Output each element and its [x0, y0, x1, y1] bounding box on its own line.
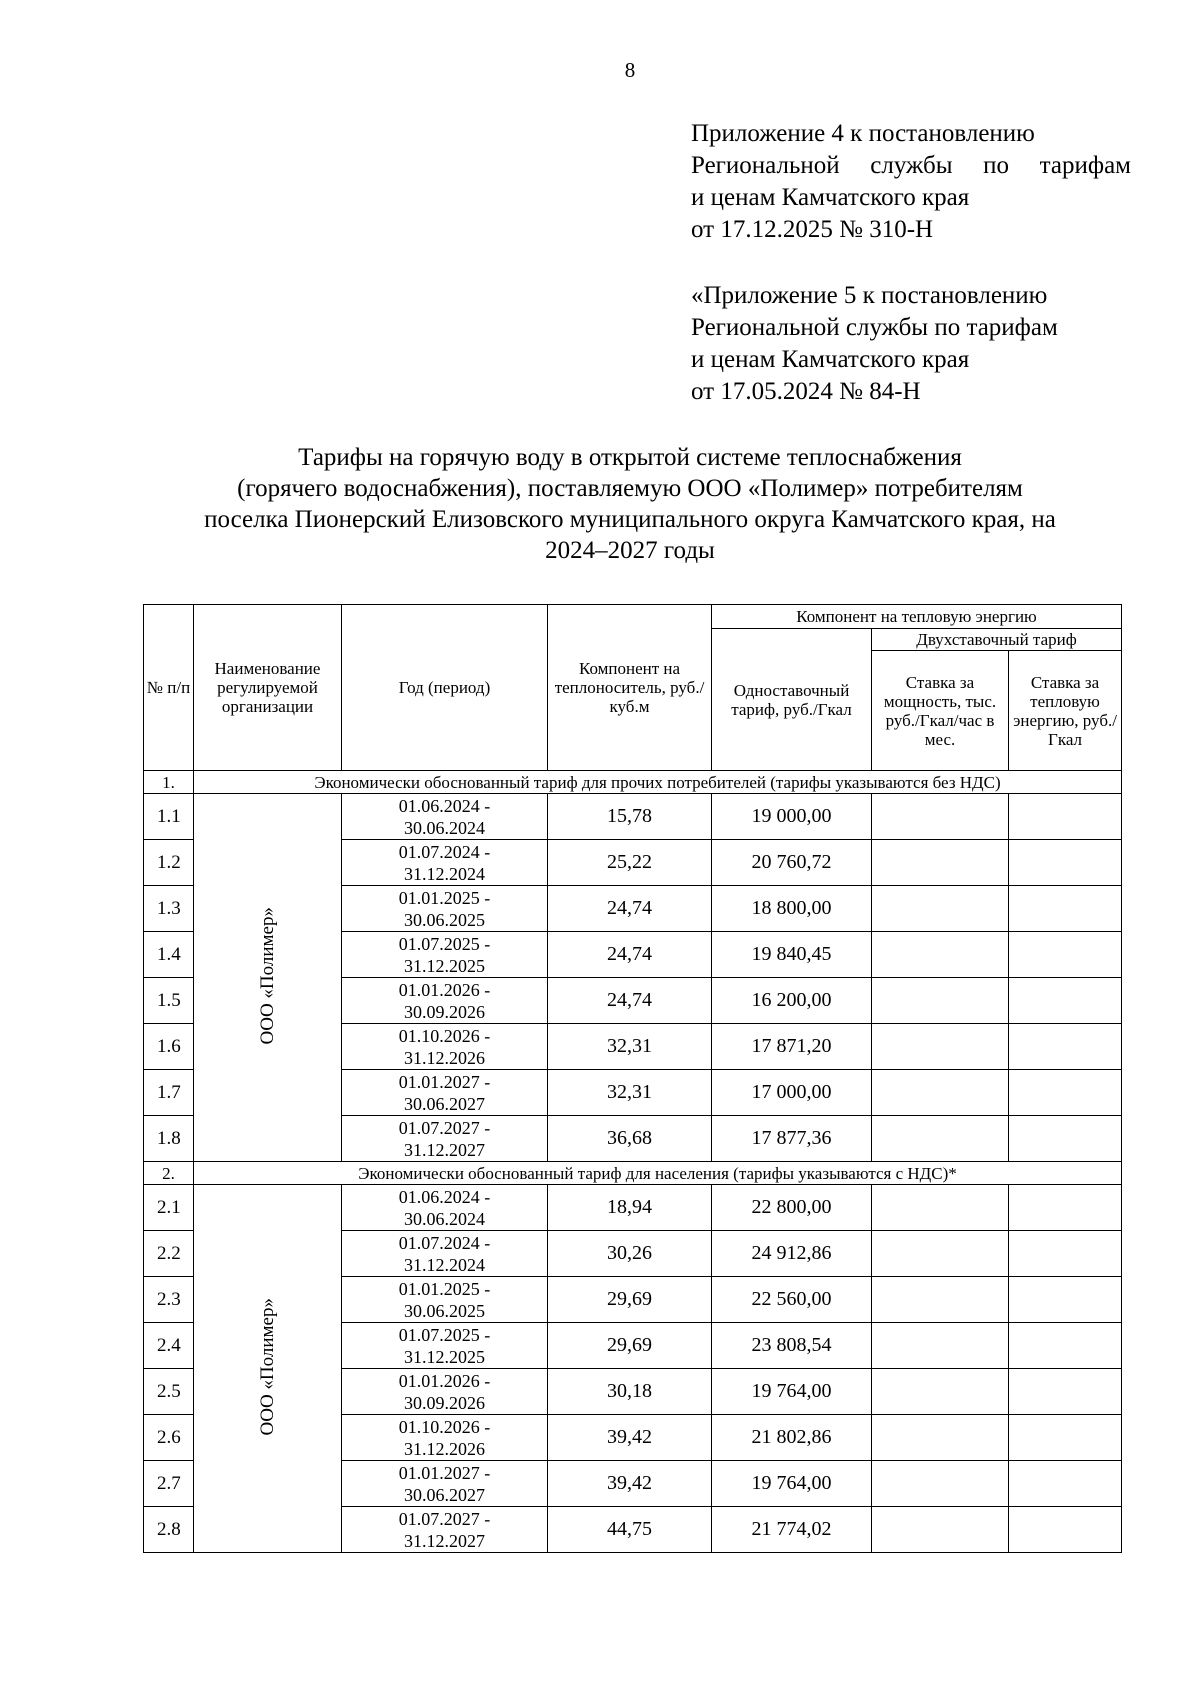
energy-rate-value: [1009, 1185, 1122, 1231]
title-line: 2024–2027 годы: [545, 537, 715, 564]
period-end: 31.12.2024: [404, 1254, 485, 1275]
period-cell: [342, 1231, 548, 1277]
header-two-rate: Двухставочный тариф: [872, 629, 1122, 651]
period-cell: [342, 1507, 548, 1553]
title-line: Тарифы на горячую воду в открытой системе теплоснабжения: [298, 444, 962, 471]
period-cell: [342, 932, 548, 978]
energy-rate-value: [1009, 1369, 1122, 1415]
row-number: 2.8: [144, 1507, 194, 1553]
carrier-value: 29,69: [548, 1277, 712, 1323]
capacity-rate-value: [872, 1507, 1009, 1553]
organization-name: ООО «Полимер»: [257, 906, 278, 1045]
single-rate-value: 19 840,45: [712, 932, 872, 978]
period-end: 31.12.2025: [404, 955, 485, 976]
row-number: 1.5: [144, 978, 194, 1024]
period-end: 30.06.2027: [404, 1093, 485, 1114]
period-start: 01.07.2024 -: [398, 1232, 491, 1253]
carrier-value: 18,94: [548, 1185, 712, 1231]
energy-rate-value: [1009, 1070, 1122, 1116]
energy-rate-value: [1009, 794, 1122, 840]
single-rate-value: 19 764,00: [712, 1369, 872, 1415]
carrier-value: 24,74: [548, 978, 712, 1024]
row-number: 2.7: [144, 1461, 194, 1507]
tariffs-table-body: [144, 771, 1122, 1553]
carrier-value: 25,22: [548, 840, 712, 886]
capacity-rate-value: [872, 1323, 1009, 1369]
header-capacity-rate: Ставка за мощность, тыс. руб./Гкал/час в мес.: [872, 651, 1009, 771]
period-cell: [342, 1024, 548, 1070]
organization-cell: [194, 1185, 342, 1553]
carrier-value: 32,31: [548, 1070, 712, 1116]
energy-rate-value: [1009, 1323, 1122, 1369]
single-rate-value: 24 912,86: [712, 1231, 872, 1277]
period-cell: [342, 1369, 548, 1415]
period-end: 31.12.2027: [404, 1139, 485, 1160]
appendix-line: Региональной службы по тарифам: [691, 314, 1058, 341]
section-row: [144, 771, 1122, 794]
capacity-rate-value: [872, 1185, 1009, 1231]
capacity-rate-value: [872, 1024, 1009, 1070]
energy-rate-value: [1009, 1507, 1122, 1553]
row-number: 2.6: [144, 1415, 194, 1461]
appendix-line: «Приложение 5 к постановлению: [691, 282, 1048, 309]
appendix-current-reference: [691, 118, 1131, 246]
section-number: 2.: [144, 1162, 194, 1185]
period-end: 30.06.2027: [404, 1484, 485, 1505]
section-label: Экономически обоснованный тариф для прочих потребителей (тарифы указываются без НДС): [194, 771, 1122, 794]
capacity-rate-value: [872, 1116, 1009, 1162]
single-rate-value: 19 000,00: [712, 794, 872, 840]
period-start: 01.06.2024 -: [398, 1186, 491, 1207]
capacity-rate-value: [872, 1369, 1009, 1415]
capacity-rate-value: [872, 1070, 1009, 1116]
period-end: 31.12.2026: [404, 1047, 485, 1068]
period-start: 01.01.2025 -: [398, 1278, 491, 1299]
energy-rate-value: [1009, 1461, 1122, 1507]
single-rate-value: 20 760,72: [712, 840, 872, 886]
title-line: (горячего водоснабжения), поставляемую ООО «Полимер» потребителям: [237, 475, 1023, 502]
organization-cell: [194, 794, 342, 1162]
period-cell: [342, 1323, 548, 1369]
single-rate-value: 17 877,36: [712, 1116, 872, 1162]
page-number: 8: [624, 58, 636, 82]
single-rate-value: 22 800,00: [712, 1185, 872, 1231]
carrier-value: 24,74: [548, 886, 712, 932]
header-carrier-component: Компонент на теплоноситель, руб./куб.м: [548, 605, 712, 771]
single-rate-value: 17 871,20: [712, 1024, 872, 1070]
period-cell: [342, 978, 548, 1024]
header-org: Наименование регулируемой организации: [194, 605, 342, 771]
period-end: 31.12.2027: [404, 1530, 485, 1551]
carrier-value: 30,26: [548, 1231, 712, 1277]
carrier-value: 32,31: [548, 1024, 712, 1070]
period-end: 30.09.2026: [404, 1392, 485, 1413]
capacity-rate-value: [872, 840, 1009, 886]
period-cell: [342, 886, 548, 932]
carrier-value: 29,69: [548, 1323, 712, 1369]
period-start: 01.01.2026 -: [398, 979, 491, 1000]
appendix-original-reference: [691, 280, 1131, 408]
single-rate-value: 16 200,00: [712, 978, 872, 1024]
appendix-line: от 17.05.2024 № 84-Н: [691, 378, 921, 405]
energy-rate-value: [1009, 1415, 1122, 1461]
capacity-rate-value: [872, 794, 1009, 840]
period-start: 01.06.2024 -: [398, 795, 491, 816]
row-number: 1.8: [144, 1116, 194, 1162]
carrier-value: 36,68: [548, 1116, 712, 1162]
period-cell: [342, 840, 548, 886]
appendix-line: Приложение 4 к постановлению: [691, 120, 1035, 147]
period-start: 01.07.2027 -: [398, 1117, 491, 1138]
period-end: 31.12.2024: [404, 863, 485, 884]
carrier-value: 39,42: [548, 1415, 712, 1461]
period-cell: [342, 1116, 548, 1162]
table-row: [144, 1185, 1122, 1231]
energy-rate-value: [1009, 932, 1122, 978]
period-cell: [342, 1415, 548, 1461]
period-end: 30.06.2024: [404, 817, 485, 838]
period-end: 31.12.2025: [404, 1346, 485, 1367]
header-energy-component: Компонент на тепловую энергию: [712, 605, 1122, 629]
energy-rate-value: [1009, 1277, 1122, 1323]
period-start: 01.01.2027 -: [398, 1462, 491, 1483]
row-number: 1.6: [144, 1024, 194, 1070]
period-start: 01.01.2027 -: [398, 1071, 491, 1092]
row-number: 1.7: [144, 1070, 194, 1116]
header-single-rate: Одноставочный тариф, руб./Гкал: [712, 629, 872, 771]
period-cell: [342, 1277, 548, 1323]
row-number: 2.4: [144, 1323, 194, 1369]
appendix-line: Региональной службы по тарифам: [691, 152, 1131, 179]
period-cell: [342, 1185, 548, 1231]
carrier-value: 24,74: [548, 932, 712, 978]
capacity-rate-value: [872, 886, 1009, 932]
capacity-rate-value: [872, 932, 1009, 978]
document-title: [130, 442, 1130, 566]
energy-rate-value: [1009, 1231, 1122, 1277]
section-number: 1.: [144, 771, 194, 794]
row-number: 2.3: [144, 1277, 194, 1323]
tariffs-table: [143, 604, 1122, 1553]
energy-rate-value: [1009, 840, 1122, 886]
period-start: 01.07.2024 -: [398, 841, 491, 862]
period-end: 30.06.2024: [404, 1208, 485, 1229]
period-start: 01.10.2026 -: [398, 1416, 491, 1437]
period-start: 01.10.2026 -: [398, 1025, 491, 1046]
energy-rate-value: [1009, 1116, 1122, 1162]
single-rate-value: 17 000,00: [712, 1070, 872, 1116]
period-start: 01.07.2027 -: [398, 1508, 491, 1529]
carrier-value: 39,42: [548, 1461, 712, 1507]
row-number: 1.3: [144, 886, 194, 932]
single-rate-value: 19 764,00: [712, 1461, 872, 1507]
energy-rate-value: [1009, 978, 1122, 1024]
capacity-rate-value: [872, 1277, 1009, 1323]
energy-rate-value: [1009, 1024, 1122, 1070]
period-start: 01.01.2026 -: [398, 1370, 491, 1391]
carrier-value: 30,18: [548, 1369, 712, 1415]
appendix-line: от 17.12.2025 № 310-Н: [691, 216, 934, 243]
period-cell: [342, 1070, 548, 1116]
section-label: Экономически обоснованный тариф для населения (тарифы указываются с НДС)*: [194, 1162, 1122, 1185]
single-rate-value: 18 800,00: [712, 886, 872, 932]
single-rate-value: 22 560,00: [712, 1277, 872, 1323]
appendix-line: и ценам Камчатского края: [691, 184, 970, 211]
period-start: 01.07.2025 -: [398, 933, 491, 954]
period-end: 31.12.2026: [404, 1438, 485, 1459]
period-start: 01.01.2025 -: [398, 887, 491, 908]
header-num: № п/п: [144, 605, 194, 771]
row-number: 2.2: [144, 1231, 194, 1277]
appendix-line: и ценам Камчатского края: [691, 346, 970, 373]
row-number: 1.1: [144, 794, 194, 840]
single-rate-value: 21 774,02: [712, 1507, 872, 1553]
capacity-rate-value: [872, 1231, 1009, 1277]
carrier-value: 44,75: [548, 1507, 712, 1553]
capacity-rate-value: [872, 978, 1009, 1024]
carrier-value: 15,78: [548, 794, 712, 840]
row-number: 1.2: [144, 840, 194, 886]
row-number: 2.5: [144, 1369, 194, 1415]
period-cell: [342, 1461, 548, 1507]
organization-name: ООО «Полимер»: [257, 1297, 278, 1436]
single-rate-value: 23 808,54: [712, 1323, 872, 1369]
single-rate-value: 21 802,86: [712, 1415, 872, 1461]
capacity-rate-value: [872, 1461, 1009, 1507]
row-number: 1.4: [144, 932, 194, 978]
section-row: [144, 1162, 1122, 1185]
capacity-rate-value: [872, 1415, 1009, 1461]
row-number: 2.1: [144, 1185, 194, 1231]
period-start: 01.07.2025 -: [398, 1324, 491, 1345]
period-end: 30.06.2025: [404, 1300, 485, 1321]
energy-rate-value: [1009, 886, 1122, 932]
period-end: 30.09.2026: [404, 1001, 485, 1022]
title-line: поселка Пионерский Елизовского муниципального округа Камчатского края, на: [204, 506, 1056, 533]
table-row: [144, 794, 1122, 840]
header-energy-rate: Ставка за тепловую энергию, руб./Гкал: [1009, 651, 1122, 771]
header-period: Год (период): [342, 605, 548, 771]
period-end: 30.06.2025: [404, 909, 485, 930]
period-cell: [342, 794, 548, 840]
